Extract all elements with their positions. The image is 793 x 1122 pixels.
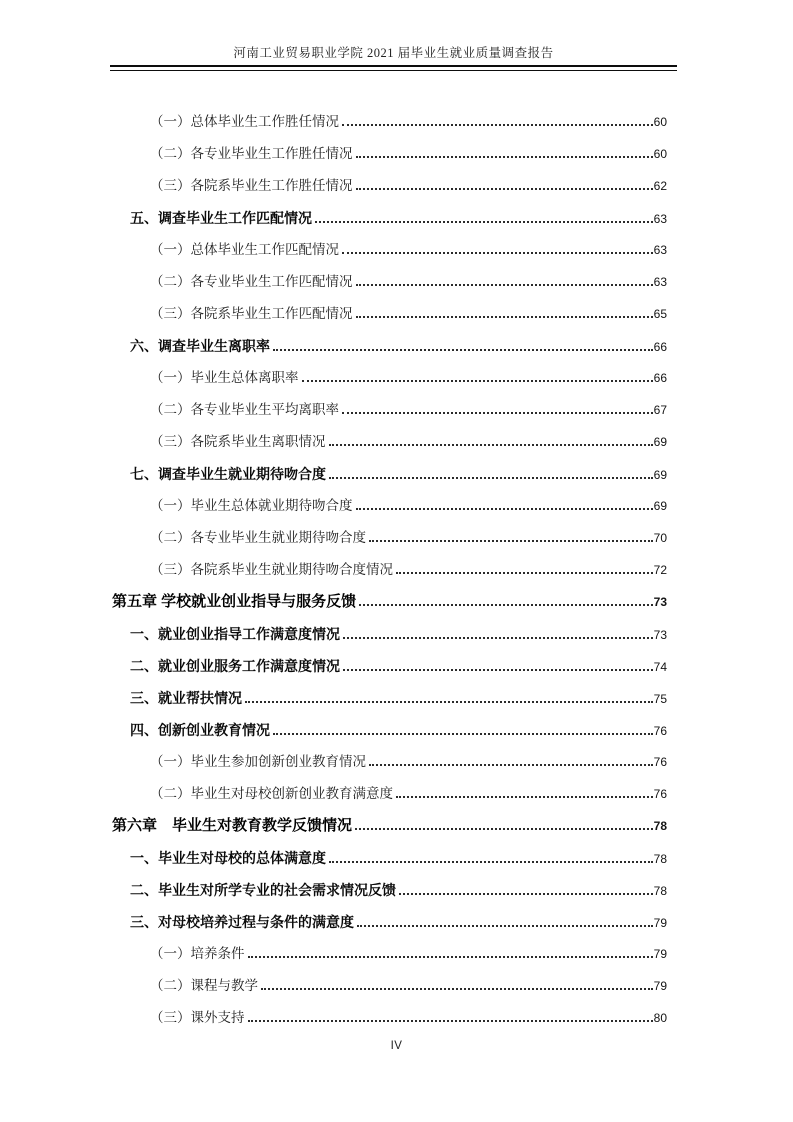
toc-entry-label: 四、创新创业教育情况 — [130, 722, 270, 738]
toc-entry — [112, 138, 667, 170]
toc-entry-label: （二）毕业生对母校创新创业教育满意度 — [150, 786, 393, 801]
dot-leader — [356, 280, 653, 286]
toc-entry-label: 第五章 学校就业创业指导与服务反馈 — [112, 593, 357, 610]
dot-leader — [302, 376, 653, 382]
toc-entry — [112, 874, 667, 906]
toc-entry-page: 79 — [653, 947, 667, 961]
toc-entry — [112, 970, 667, 1002]
toc-entry-label: （二）各专业毕业生就业期待吻合度 — [150, 530, 366, 545]
toc-entry-label: （三）课外支持 — [150, 1010, 245, 1025]
toc-entry-page: 65 — [653, 307, 667, 321]
page-header — [110, 44, 677, 71]
toc-entry-page: 79 — [653, 916, 667, 930]
dot-leader — [329, 440, 653, 446]
toc-entry — [112, 618, 667, 650]
dot-leader — [245, 697, 653, 703]
dot-leader — [342, 120, 653, 126]
dot-leader — [248, 1016, 653, 1022]
toc-entry-label: （三）各院系毕业生离职情况 — [150, 434, 326, 449]
toc-entry-page: 78 — [653, 884, 667, 898]
toc-entry-label: 三、就业帮扶情况 — [130, 690, 242, 706]
dot-leader — [359, 600, 652, 606]
dot-leader — [248, 952, 653, 958]
toc-entry — [112, 298, 667, 330]
toc-entry-page: 66 — [653, 340, 667, 354]
toc-entry — [112, 586, 667, 618]
toc-entry — [112, 490, 667, 522]
toc-entry-label: （三）各院系毕业生就业期待吻合度情况 — [150, 562, 393, 577]
toc-entry-label: 六、调查毕业生离职率 — [130, 338, 270, 354]
toc-entry-page: 70 — [653, 531, 667, 545]
toc-entry-label: （一）毕业生总体就业期待吻合度 — [150, 498, 353, 513]
dot-leader — [343, 633, 653, 639]
toc-entry — [112, 746, 667, 778]
toc-entry-page: 67 — [653, 403, 667, 417]
dot-leader — [396, 568, 653, 574]
toc-list — [112, 106, 667, 1034]
dot-leader — [357, 921, 653, 927]
toc-entry-label: （三）各院系毕业生工作匹配情况 — [150, 306, 353, 321]
toc-entry-page: 76 — [653, 755, 667, 769]
toc-entry-page: 75 — [653, 692, 667, 706]
toc-entry — [112, 1002, 667, 1034]
dot-leader — [343, 665, 653, 671]
toc-entry — [112, 554, 667, 586]
toc-entry-page: 76 — [653, 724, 667, 738]
dot-leader — [369, 760, 653, 766]
toc-entry-page: 69 — [653, 499, 667, 513]
toc-entry-page: 76 — [653, 787, 667, 801]
toc-entry-label: 二、就业创业服务工作满意度情况 — [130, 658, 340, 674]
toc-entry — [112, 842, 667, 874]
toc-entry-page: 72 — [653, 563, 667, 577]
toc-entry-label: 三、对母校培养过程与条件的满意度 — [130, 914, 354, 930]
toc-entry — [112, 810, 667, 842]
toc-entry — [112, 938, 667, 970]
toc-entry — [112, 202, 667, 234]
toc-entry-label: （一）毕业生参加创新创业教育情况 — [150, 754, 366, 769]
dot-leader — [261, 984, 653, 990]
dot-leader — [342, 248, 653, 254]
dot-leader — [273, 729, 653, 735]
toc-entry-page: 69 — [653, 435, 667, 449]
toc-entry — [112, 330, 667, 362]
toc-entry-page: 60 — [653, 115, 667, 129]
toc-entry-page: 73 — [653, 628, 667, 642]
toc-entry — [112, 426, 667, 458]
toc-entry-label: （一）总体毕业生工作匹配情况 — [150, 242, 339, 257]
toc-entry-label: （二）各专业毕业生平均离职率 — [150, 402, 339, 417]
dot-leader — [329, 857, 653, 863]
toc-entry-label: 第六章 毕业生对教育教学反馈情况 — [112, 817, 353, 834]
toc-entry-label: 二、毕业生对所学专业的社会需求情况反馈 — [130, 882, 396, 898]
dot-leader — [273, 345, 653, 351]
toc-entry-label: 一、就业创业指导工作满意度情况 — [130, 626, 340, 642]
toc-entry-page: 79 — [653, 979, 667, 993]
toc-entry-page: 66 — [653, 371, 667, 385]
toc-entry-page: 78 — [653, 819, 667, 833]
toc-entry-page: 60 — [653, 147, 667, 161]
toc-entry — [112, 906, 667, 938]
dot-leader — [399, 889, 653, 895]
toc-entry — [112, 714, 667, 746]
dot-leader — [329, 473, 653, 479]
dot-leader — [356, 504, 653, 510]
toc-entry-page: 73 — [653, 595, 667, 609]
dot-leader — [369, 536, 653, 542]
toc-entry-label: （一）毕业生总体离职率 — [150, 370, 299, 385]
page-number: IV — [390, 1040, 403, 1052]
dot-leader — [356, 184, 653, 190]
dot-leader — [355, 824, 653, 830]
toc-entry — [112, 266, 667, 298]
toc-entry — [112, 778, 667, 810]
toc-entry — [112, 106, 667, 138]
dot-leader — [356, 312, 653, 318]
toc-entry-page: 78 — [653, 852, 667, 866]
dot-leader — [315, 217, 653, 223]
toc-entry-page: 63 — [653, 243, 667, 257]
dot-leader — [396, 792, 653, 798]
toc-entry-page: 69 — [653, 468, 667, 482]
toc-entry-label: （二）各专业毕业生工作胜任情况 — [150, 146, 353, 161]
toc-entry — [112, 682, 667, 714]
toc-entry-label: （二）各专业毕业生工作匹配情况 — [150, 274, 353, 289]
toc-entry — [112, 170, 667, 202]
toc-entry — [112, 234, 667, 266]
toc-entry-page: 80 — [653, 1011, 667, 1025]
toc-entry — [112, 394, 667, 426]
toc-entry-label: （二）课程与教学 — [150, 978, 258, 993]
toc-entry — [112, 522, 667, 554]
toc-entry-label: 七、调查毕业生就业期待吻合度 — [130, 466, 326, 482]
dot-leader — [342, 408, 653, 414]
toc-entry — [112, 458, 667, 490]
toc-entry-label: （一）培养条件 — [150, 946, 245, 961]
toc-entry-page: 74 — [653, 660, 667, 674]
toc-entry-label: （三）各院系毕业生工作胜任情况 — [150, 178, 353, 193]
page-footer — [0, 1040, 793, 1052]
toc-entry-page: 63 — [653, 275, 667, 289]
toc-entry — [112, 362, 667, 394]
toc-entry-label: （一）总体毕业生工作胜任情况 — [150, 114, 339, 129]
toc-entry-page: 63 — [653, 212, 667, 226]
running-header-title: 河南工业贸易职业学院 2021 届毕业生就业质量调查报告 — [233, 46, 554, 60]
toc-entry-label: 一、毕业生对母校的总体满意度 — [130, 850, 326, 866]
toc-entry — [112, 650, 667, 682]
toc-entry-label: 五、调查毕业生工作匹配情况 — [130, 210, 312, 226]
dot-leader — [356, 152, 653, 158]
header-rule — [110, 65, 677, 71]
toc-entry-page: 62 — [653, 179, 667, 193]
